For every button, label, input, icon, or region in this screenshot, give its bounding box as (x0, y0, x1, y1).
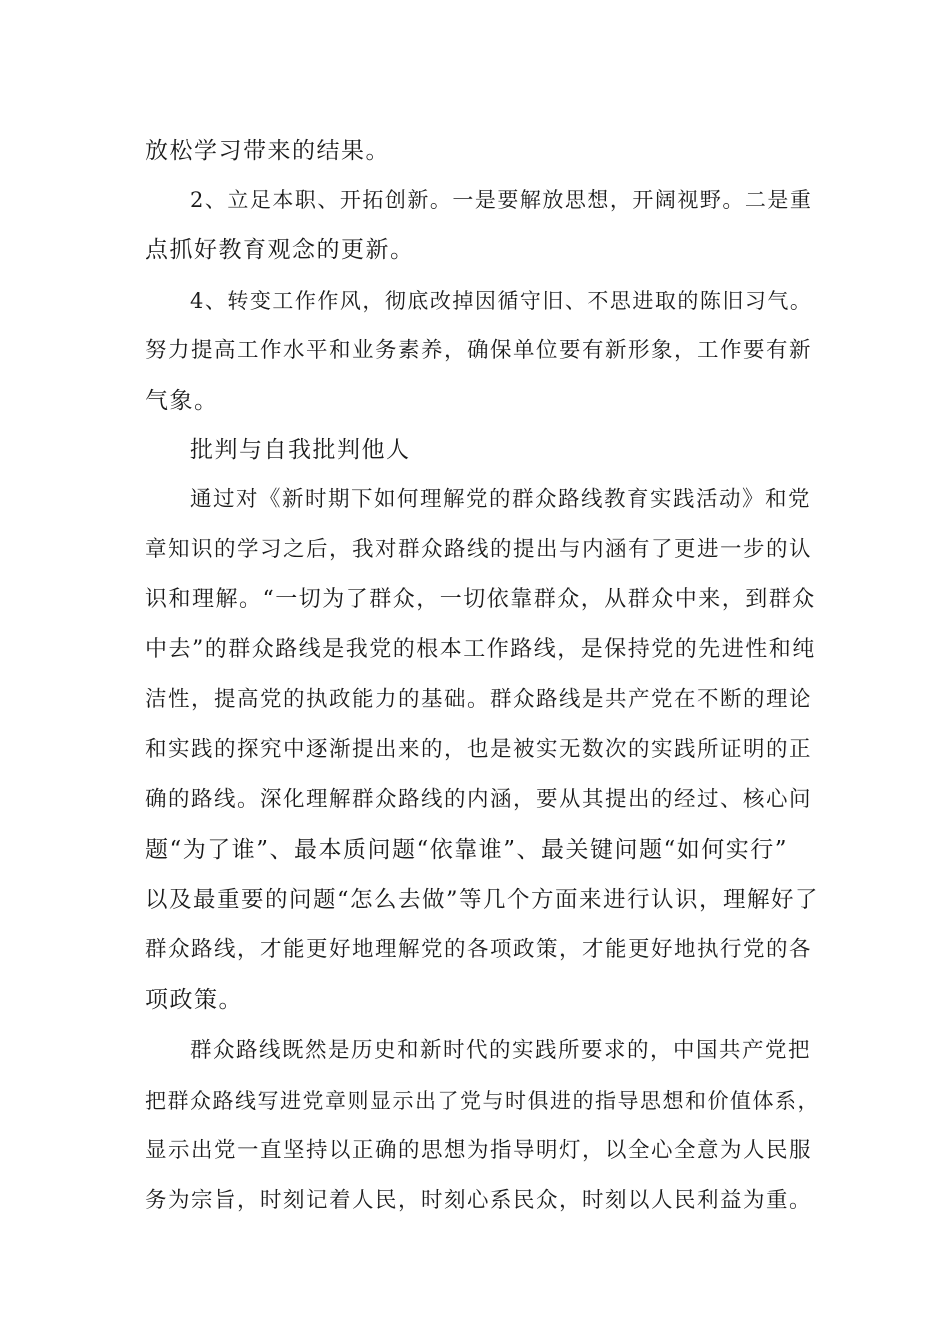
text-line: 显示出党一直坚持以正确的思想为指导明灯，以全心全意为人民服 (145, 1138, 813, 1163)
text-line: 题“为了谁”、最本质问题“依靠谁”、最关键问题“如何实行” (145, 837, 789, 863)
text-line: 和实践的探究中逐渐提出来的，也是被实无数次的实践所证明的正 (145, 737, 813, 762)
text-line: 努力提高工作水平和业务素养，确保单位要有新形象，工作要有新 (145, 338, 813, 363)
text-line: 洁性，提高党的执政能力的基础。群众路线是共产党在不断的理论 (145, 687, 813, 712)
text-line: 章知识的学习之后，我对群众路线的提出与内涵有了更进一步的认 (145, 537, 813, 562)
paragraph-first-line: 2、立足本职、开拓创新。一是要解放思想，开阔视野。二是重 (190, 188, 813, 212)
text-line: 群众路线，才能更好地理解党的各项政策，才能更好地执行党的各 (145, 937, 813, 962)
text-line: 务为宗旨，时刻记着人民，时刻心系民众，时刻以人民利益为重。 (145, 1188, 813, 1213)
text-line: 把群众路线写进党章则显示出了党与时俱进的指导思想和价值体系， (145, 1089, 820, 1113)
text-line: 以及最重要的问题“怎么去做”等几个方面来进行认识，理解好了 (145, 887, 820, 913)
text-line: 中去”的群众路线是我党的根本工作路线，是保持党的先进性和纯 (145, 637, 816, 662)
text-line: 放松学习带来的结果。 (145, 138, 390, 164)
text-line: 项政策。 (145, 987, 243, 1013)
paragraph-first-line: 4、转变工作作风，彻底改掉因循守旧、不思进取的陈旧习气。 (190, 289, 813, 313)
paragraph-first-line: 通过对《新时期下如何理解党的群众路线教育实践活动》和党 (190, 487, 812, 512)
section-heading: 批判与自我批判他人 (190, 437, 411, 463)
text-line: 识和理解。“一切为了群众，一切依靠群众，从群众中来，到群众 (145, 587, 816, 612)
paragraph-first-line: 群众路线既然是历史和新时代的实践所要求的，中国共产党把 (190, 1038, 812, 1063)
text-line: 气象。 (145, 388, 219, 414)
text-line: 点抓好教育观念的更新。 (145, 237, 415, 263)
text-line: 确的路线。深化理解群众路线的内涵，要从其提出的经过、核心问 (145, 787, 813, 812)
